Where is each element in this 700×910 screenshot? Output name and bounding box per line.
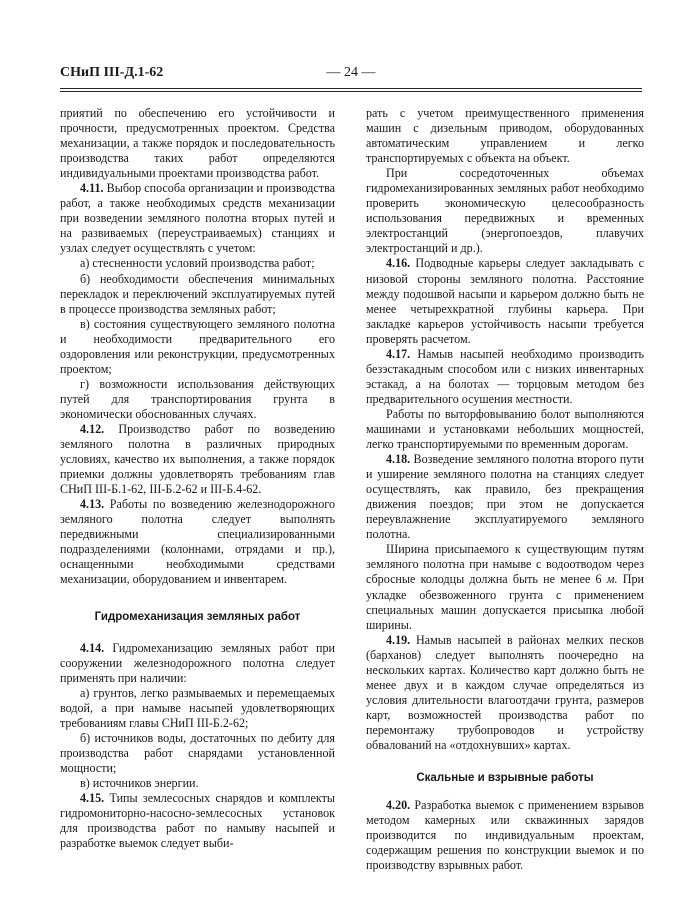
clause-4-20 bbox=[366, 798, 644, 873]
section-heading: Скальные и взрывные работы bbox=[416, 772, 594, 785]
clause-number: 4.12. bbox=[80, 421, 105, 436]
clause-4-15 bbox=[60, 791, 335, 851]
clause-number: 4.18. bbox=[386, 452, 411, 467]
section-heading: Гидромеханизация земляных работ bbox=[94, 610, 301, 623]
list-item: г) возможности использования действующих путей для транспортирования грунта в экономически обоснованных случаях. bbox=[60, 376, 335, 421]
clause-4-16 bbox=[366, 256, 644, 346]
clause-4-18 bbox=[366, 452, 644, 542]
paragraph-text: При укладке обезвоженного грунта с применением специальных машин допускается присыпка любой ширины. bbox=[366, 572, 644, 632]
clause-text: Выбор способа организации и производства работ, а также необходимых средств механизации при возведении земляного полотна вторых путей и на развиваемых (переустраиваемых) станциях и узлах следует осуществлять с учетом: bbox=[60, 181, 336, 256]
clause-number: 4.13. bbox=[80, 497, 105, 512]
header-rule-thick bbox=[60, 88, 642, 89]
list-item: а) грунтов, легко размываемых и перемещаемых водой, а при намыве насыпей удовлетворяющих требованиям главы СНиП III-Б.2-62; bbox=[60, 685, 335, 730]
list-item: б) необходимости обеспечения минимальных перекладок и переключений эксплуатируемых путей в процессе производства земляных работ; bbox=[60, 271, 335, 316]
clause-4-19 bbox=[366, 633, 644, 753]
paragraph-text: Ширина присыпаемого к существующим путям земляного полотна при намыве с водоотводом через сбросные колодцы должна быть не менее 6 bbox=[366, 542, 644, 587]
list-item: б) источников воды, достаточных по дебиту для производства работ снарядами установленной мощности; bbox=[60, 730, 335, 775]
list-item: а) стесненности условий производства работ; bbox=[80, 256, 315, 271]
clause-4-11 bbox=[60, 181, 335, 256]
clause-4-17 bbox=[366, 347, 644, 407]
clause-number: 4.11. bbox=[80, 181, 104, 196]
clause-4-12 bbox=[60, 422, 335, 497]
clause-number: 4.19. bbox=[386, 632, 411, 647]
page-header bbox=[60, 65, 642, 87]
clause-number: 4.15. bbox=[80, 791, 105, 806]
clause-4-13 bbox=[60, 497, 335, 587]
paragraph: При сосредоточенных объемах гидромеханизированных земляных работ необходимо проверить экономическую целесообразность использования передвижных и временных электростанций (энергопоездов, плавучих электростанций и др.). bbox=[366, 166, 644, 256]
clause-text: Типы землесосных снарядов и комплекты гидромониторно-насосно-землесосных установок для производства работ по намыву насыпей и разработке выемок следует выби- bbox=[60, 791, 335, 851]
list-item: в) состояния существующего земляного полотна и необходимости предварительного его оздоровления или реконструкции, предусмотренных проектом; bbox=[60, 316, 335, 376]
clause-text: Намыв насыпей в районах мелких песков (барханов) следует выполнять поочередно на нескольких картах. Количество карт должно быть не менее двух и в каждом случае определяться из условия длительности влагоотдачи грунта, размеров карт, возможностей производства работ по перемонтажу трубопроводов и устройству обвалований на «отдохнувших» картах. bbox=[366, 632, 644, 752]
clause-text: Намыв насыпей необходимо производить безэстакадным способом или с низких инвентарных эстакад, а на болотах — торцовым методом без предварительного осушения местности. bbox=[366, 346, 644, 406]
paragraph: рать с учетом преимущественного применения машин с дизельным приводом, оборудованных автоматическим управлением и легко транспортируемых с объекта на объект. bbox=[366, 106, 644, 166]
document-code: СНиП III-Д.1-62 bbox=[60, 65, 164, 80]
clause-text: Работы по возведению железнодорожного земляного полотна следует выполнять передвижными специализированными подразделениями (колоннами, отрядами и пр.), оснащенными необходимыми средствами механизации, оборудованием и инвентарем. bbox=[60, 497, 335, 587]
clause-number: 4.17. bbox=[386, 346, 411, 361]
paragraph: Работы по выторфовыванию болот выполняются машинами и установками небольших мощностей, легко транспортируемыми по временным дорогам. bbox=[366, 406, 644, 452]
clause-text: Производство работ по возведению земляного полотна в различных природных условиях, качество их выполнения, а также порядок приемки должны удовлетворять требованиям глав СНиП III-Б.1-62, III-Б.2-62 и III-Б.4-62. bbox=[60, 421, 335, 497]
paragraph bbox=[366, 542, 644, 632]
clause-number: 4.14. bbox=[80, 640, 105, 655]
paragraph: приятий по обеспечению его устойчивости и прочности, предусмотренных проектом. Средства механизации, а также порядок и последовательность производства таких работ определяются индивидуальными проектами производства работ. bbox=[60, 106, 335, 181]
right-column bbox=[366, 106, 644, 873]
list-item: в) источников энергии. bbox=[80, 775, 199, 790]
clause-text: Возведение земляного полотна второго пути и уширение земляного полотна на станциях следует осуществлять, как правило, без прекращения движения поездов; при этом не допускается переувлажнение эксплуатируемого земляного полотна. bbox=[366, 452, 644, 542]
clause-text: Разработка выемок с применением взрывов методом камерных или скважинных зарядов производится по индивидуальным проектам, содержащим решения по конструкции выемок и по производству взрывных работ. bbox=[366, 798, 644, 873]
clause-4-14 bbox=[60, 641, 335, 686]
clause-text: Подводные карьеры следует закладывать с низовой стороны земляного полотна. Расстояние между подошвой насыпи и карьером должно быть не менее четырехкратной глубины карьера. При закладке карьеров устойчивость насыпи требуется проверять расчетом. bbox=[366, 256, 644, 346]
left-column bbox=[60, 106, 335, 851]
page-number: — 24 — bbox=[326, 65, 376, 80]
unit-metres: м. bbox=[606, 572, 618, 587]
clause-number: 4.16. bbox=[386, 256, 411, 271]
header-rule-thin bbox=[60, 91, 642, 92]
clause-text: Гидромеханизацию земляных работ при сооружении железнодорожного полотна следует применять при наличии: bbox=[60, 640, 336, 685]
clause-number: 4.20. bbox=[386, 798, 411, 813]
